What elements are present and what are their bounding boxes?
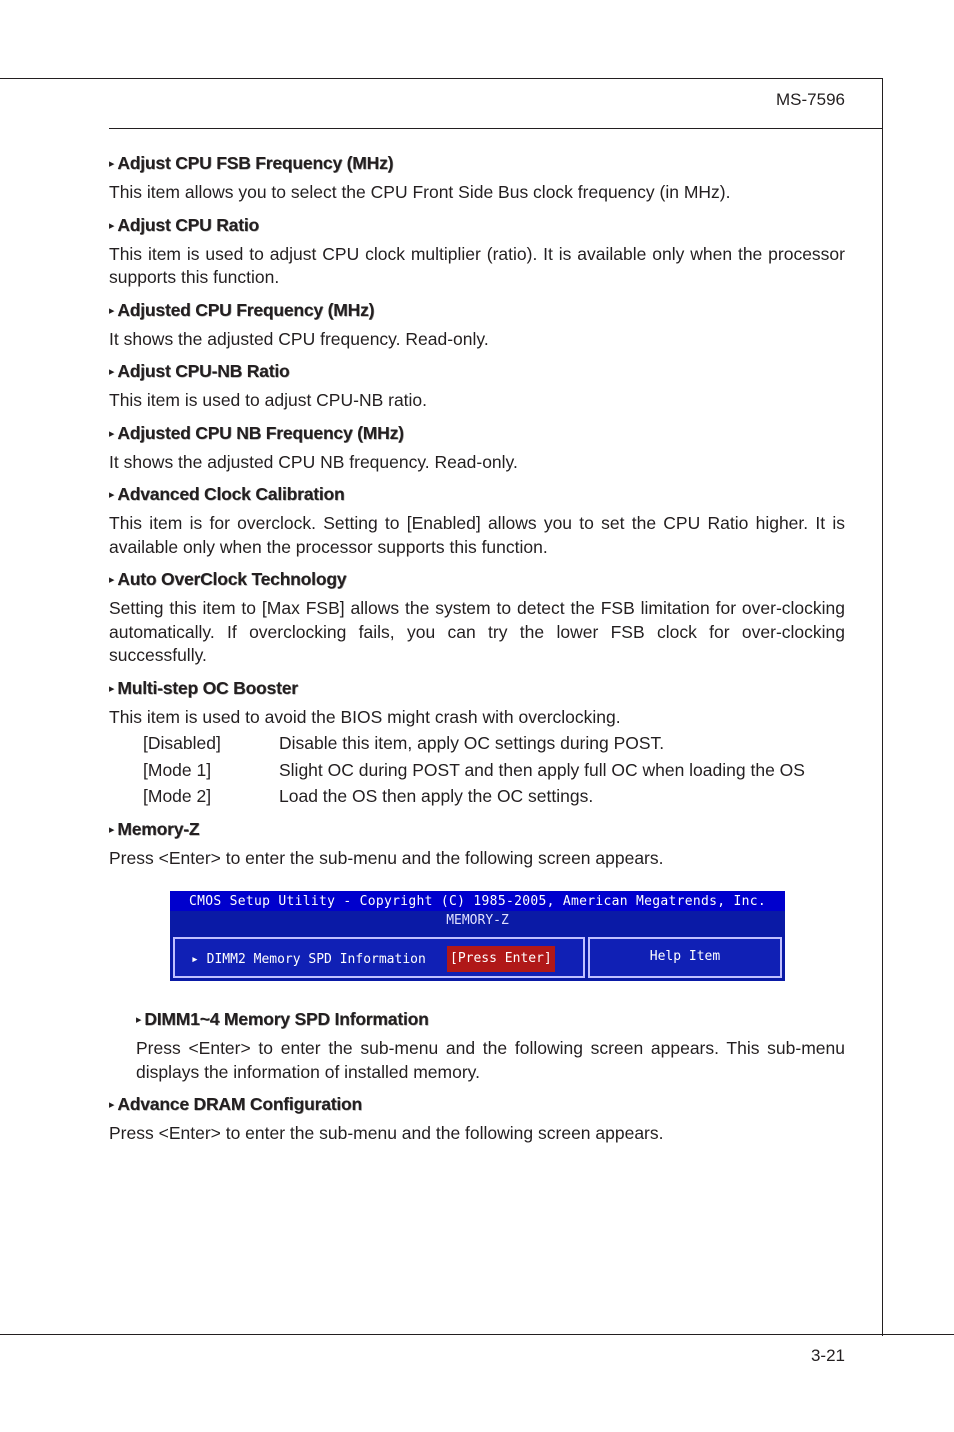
section-adjust-cpu-fsb — [109, 152, 845, 205]
right-margin-rule — [882, 78, 883, 1336]
bullet-triangle-icon: ▸ — [109, 158, 115, 170]
bios-screenshot — [170, 891, 785, 981]
section-title: Memory-Z — [117, 818, 200, 839]
section-title: DIMM1~4 Memory SPD Information — [144, 1009, 429, 1029]
section-title: Auto OverClock Technology — [117, 569, 347, 589]
bullet-triangle-icon: ▸ — [109, 489, 115, 501]
section-description: This item is used to adjust CPU clock multiplier (ratio). It is available only when the processor supports this function. — [109, 243, 845, 287]
bios-item-value: [Press Enter] — [447, 946, 555, 972]
section-title: Adjusted CPU Frequency (MHz) — [117, 299, 375, 320]
section-adjust-cpu-nb-ratio — [109, 360, 845, 413]
section-description: Press <Enter> to enter the sub-menu and the following screen appears. This sub-menu displays the information of installed memory. — [136, 1038, 845, 1082]
bios-title-bar: CMOS Setup Utility - Copyright (C) 1985-2005, American Megatrends, Inc. — [170, 891, 785, 911]
bullet-triangle-icon: ▸ — [109, 1099, 115, 1111]
section-dimm-spd-information — [136, 1008, 845, 1084]
bullet-triangle-icon: ▸ — [109, 219, 115, 232]
bullet-triangle-icon: ▸ — [109, 427, 115, 440]
section-title: Adjust CPU Ratio — [117, 214, 259, 235]
header-model-number: MS-7596 — [776, 90, 845, 109]
section-description: It shows the adjusted CPU NB frequency. Read-only. — [109, 451, 518, 472]
option-key: [Mode 2] — [143, 786, 212, 806]
option-description: Load the OS then apply the OC settings. — [279, 786, 594, 806]
bullet-triangle-icon: ▸ — [109, 366, 115, 378]
header-rule — [109, 128, 883, 129]
bullet-triangle-icon: ▸ — [109, 574, 115, 586]
section-description: Press <Enter> to enter the sub-menu and the following screen appears. — [109, 1123, 664, 1143]
page-content — [109, 152, 845, 1155]
bios-item-label: DIMM2 Memory SPD Information — [206, 952, 426, 967]
bullet-triangle-icon: ▸ — [136, 1014, 142, 1026]
option-row — [143, 759, 845, 783]
section-description: This item is for overclock. Setting to [Enabled] allows you to set the CPU Ratio higher. It is available only when the processor supports this function. — [109, 513, 845, 557]
section-auto-overclock-technology — [109, 568, 845, 668]
section-advanced-clock-calibration — [109, 483, 845, 559]
bottom-rule — [0, 1334, 954, 1335]
section-adjust-cpu-ratio — [109, 214, 845, 290]
bullet-triangle-icon: ▸ — [109, 823, 115, 836]
bios-help-panel: Help Item — [588, 937, 782, 978]
section-description: This item is used to adjust CPU-NB ratio. — [109, 390, 428, 410]
section-advance-dram-configuration — [109, 1093, 845, 1146]
option-key: [Disabled] — [143, 733, 221, 753]
section-memory-z — [109, 818, 845, 871]
bullet-triangle-icon: ▸ — [109, 682, 115, 695]
section-description: Press <Enter> to enter the sub-menu and the following screen appears. — [109, 847, 664, 868]
section-title: Advanced Clock Calibration — [117, 484, 345, 504]
section-adjusted-cpu-frequency — [109, 299, 845, 352]
page-number: 3-21 — [810, 1346, 845, 1365]
bios-menu-item — [191, 948, 426, 972]
bios-menu-panel — [173, 937, 585, 978]
section-title: Multi-step OC Booster — [117, 677, 298, 698]
option-row — [143, 785, 845, 809]
option-key: [Mode 1] — [143, 759, 212, 780]
arrow-right-icon: ▸ — [191, 952, 207, 967]
section-title: Adjust CPU FSB Frequency (MHz) — [117, 153, 394, 173]
section-title: Adjusted CPU NB Frequency (MHz) — [117, 422, 404, 443]
section-description: It shows the adjusted CPU frequency. Read-only. — [109, 328, 489, 349]
option-description: Slight OC during POST and then apply full OC when loading the OS — [279, 759, 805, 780]
bios-menu-name: MEMORY-Z — [446, 913, 509, 928]
section-title: Advance DRAM Configuration — [117, 1094, 362, 1114]
section-adjusted-cpu-nb-frequency — [109, 422, 845, 475]
option-row — [143, 732, 845, 756]
section-multi-step-oc-booster — [109, 677, 845, 809]
option-description: Disable this item, apply OC settings during POST. — [279, 733, 665, 753]
section-description: Setting this item to [Max FSB] allows the system to detect the FSB limitation for over-clocking automatically. If overclocking fails, you can try the lower FSB clock for over-clocking successfully. — [109, 598, 845, 665]
section-description: This item is used to avoid the BIOS might crash with overclocking. — [109, 706, 621, 727]
top-rule — [0, 78, 883, 79]
bullet-triangle-icon: ▸ — [109, 304, 115, 317]
section-title: Adjust CPU-NB Ratio — [117, 361, 290, 381]
section-description: This item allows you to select the CPU Front Side Bus clock frequency (in MHz). — [109, 182, 731, 202]
